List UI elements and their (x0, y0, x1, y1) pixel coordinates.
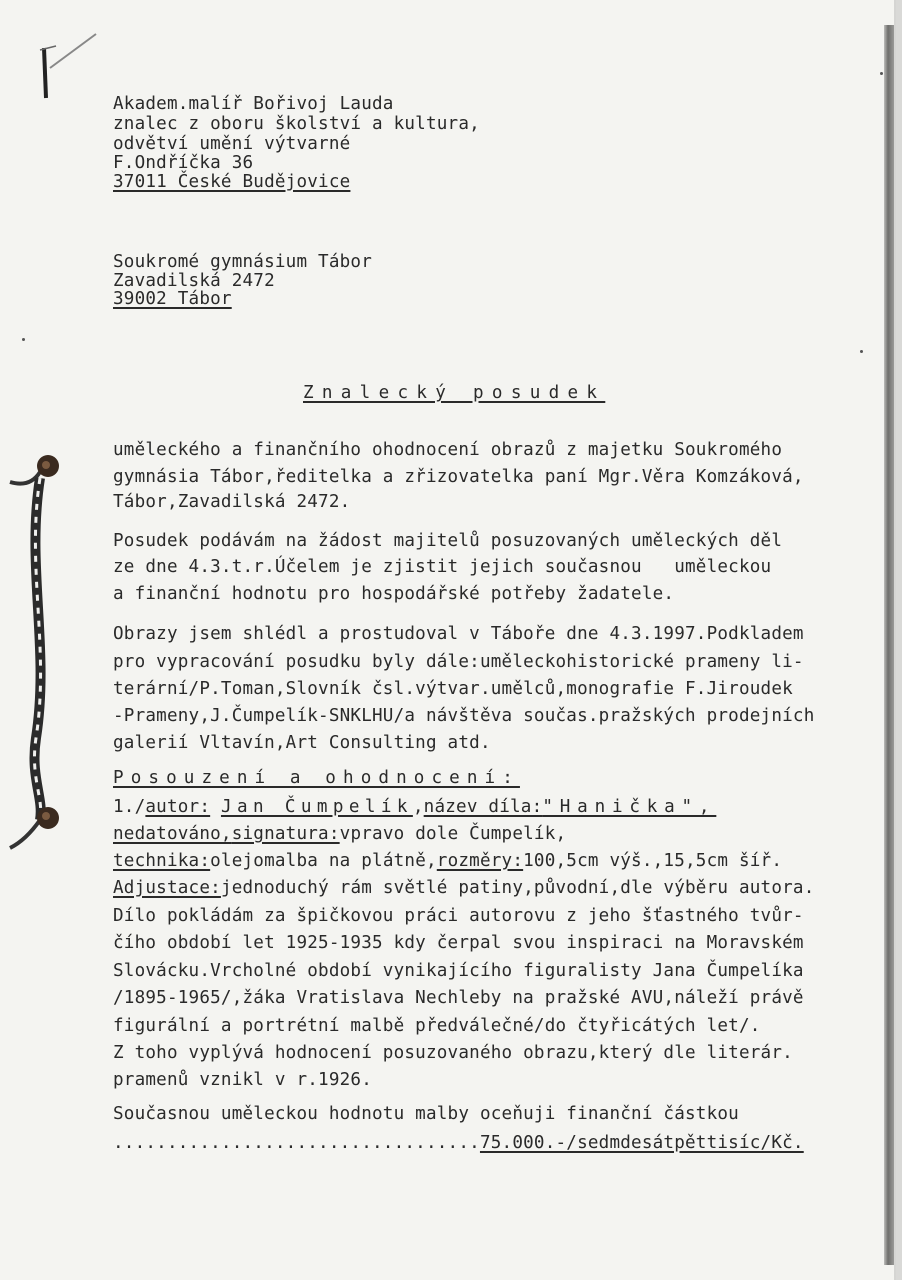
recipient-line-3: 39002 Tábor (113, 289, 232, 309)
evaluation-line-8: Současnou uměleckou hodnotu malby oceňuji finanční částkou (113, 1104, 739, 1124)
para1-line-1: uměleckého a finančního ohodnocení obrazů z majetku Soukromého (113, 440, 783, 460)
evaluation-line-7: pramenů vznikl v r.1926. (113, 1070, 373, 1090)
adjustment-value: jednoduchý rám světlé patiny,původní,dle výběru autora. (220, 878, 815, 898)
para2-line-3: a finanční hodnotu pro hospodářské potřeby žadatele. (113, 584, 675, 604)
title-value: "Hanička", (542, 797, 717, 817)
document-title: Znalecký posudek (303, 383, 606, 403)
sender-line-1: Akadem.malíř Bořivoj Lauda (113, 94, 394, 114)
dimensions-value: 100,5cm výš.,15,5cm šíř. (523, 851, 783, 871)
item1-line-3 (113, 851, 782, 871)
adjustment-label: Adjustace: (113, 878, 221, 898)
para3-line-5: galerií Vltavín,Art Consulting atd. (113, 733, 491, 753)
dimensions-label: rozměry: (436, 851, 524, 871)
item1-line-1: 1./autor: Jan Čumpelík,název díla:"Hanička", (113, 797, 717, 817)
sender-line-2: znalec z oboru školství a kultura, (113, 114, 480, 134)
evaluation-line-6: Z toho vyplývá hodnocení posuzovaného obrazu,který dle literár. (113, 1043, 793, 1063)
item1-number: 1./ (113, 797, 146, 817)
item1-line-4 (113, 878, 815, 898)
technique-value: olejomalba na plátně, (210, 851, 437, 871)
para1-line-2: gymnásia Tábor,ředitelka a zřizovatelka paní Mgr.Věra Komzáková, (113, 467, 804, 487)
evaluation-line-2: čího období let 1925-1935 kdy čerpal svou inspiraci na Moravském (113, 933, 804, 953)
evaluation-line-1: Dílo pokládám za špičkovou práci autorovu z jeho šťastného tvůr- (113, 906, 804, 926)
amount-line (113, 1133, 804, 1153)
recipient-line-2: Zavadilská 2472 (113, 271, 275, 291)
sender-line-5: 37011 České Budějovice (113, 172, 351, 192)
amount-value: 75.000.-/sedmdesátpěttisíc/Kč. (479, 1133, 804, 1153)
background-margin (894, 0, 896, 1280)
section-heading: Posouzení a ohodnocení: (113, 768, 520, 788)
para3-line-2: pro vypracování posudku byly dále:uměleckohistorické prameny li- (113, 652, 804, 672)
para1-line-3: Tábor,Zavadilská 2472. (113, 492, 351, 512)
author-value: Jan Čumpelík (220, 797, 413, 817)
para2-line-1: Posudek podávám na žádost majitelů posuzovaných uměleckých děl (113, 531, 783, 551)
para2-line-2: ze dne 4.3.t.r.Účelem je zjistit jejich současnou uměleckou (113, 557, 772, 577)
dating-label: nedatováno, (113, 824, 232, 844)
amount-leader: .................................. (113, 1133, 480, 1153)
technique-label: technika: (113, 851, 211, 871)
signature-label: signatura: (231, 824, 340, 844)
evaluation-line-4: /1895-1965/,žáka Vratislava Nechleby na pražské AVU,náleží právě (113, 988, 804, 1008)
recipient-line-1: Soukromé gymnásium Tábor (113, 252, 373, 272)
para3-line-3: terární/P.Toman,Slovník čsl.výtvar.umělců,monografie F.Jiroudek (113, 679, 793, 699)
signature-value: vpravo dole Čumpelík, (339, 824, 567, 844)
title-label: název díla: (423, 797, 543, 817)
evaluation-line-5: figurální a portrétní malbě předválečné/do čtyřicátých let/. (113, 1016, 761, 1036)
para3-line-4: -Prameny,J.Čumpelík-SNKLHU/a návštěva součas.pražských prodejních (113, 706, 815, 726)
author-label: autor: (145, 797, 211, 817)
sender-line-3: odvětví umění výtvarné (113, 134, 351, 154)
item1-line-2 (113, 824, 566, 844)
para3-line-1: Obrazy jsem shlédl a prostudoval v Táboře dne 4.3.1997.Podkladem (113, 624, 804, 644)
evaluation-line-3: Slovácku.Vrcholné období vynikajícího figuralisty Jana Čumpelíka (113, 961, 804, 981)
sender-line-4: F.Ondříčka 36 (113, 153, 254, 173)
